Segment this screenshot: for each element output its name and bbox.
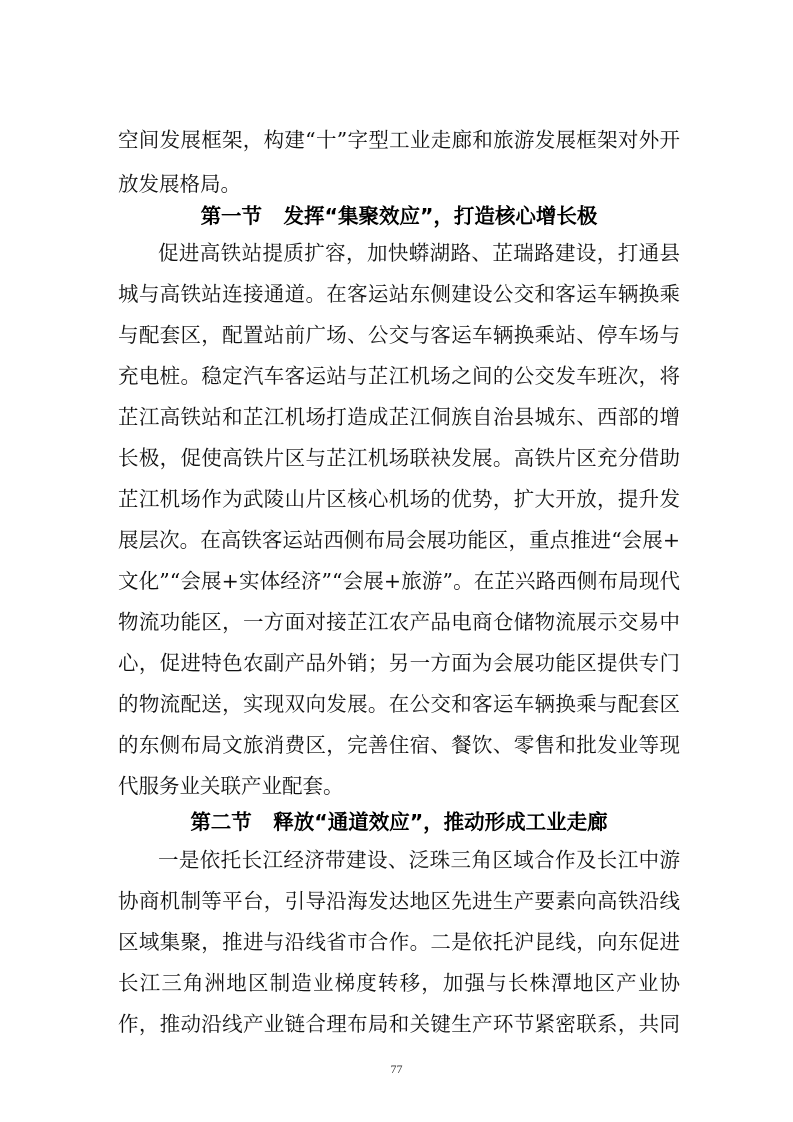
body-line: 芷江高铁站和芷江机场打造成芷江侗族自治县城东、西部的增	[118, 405, 680, 429]
body-line: 物流功能区，一方面对接芷江农产品电商仓储物流展示交易中	[118, 610, 680, 634]
body-line: 长极，促使高铁片区与芷江机场联袂发展。高铁片区充分借助	[118, 446, 680, 470]
body-line: 的物流配送，实现双向发展。在公交和客运车辆换乘与配套区	[118, 692, 680, 716]
section-heading-1: 第一节 发挥“集聚效应”，打造核心增长极	[200, 204, 598, 228]
section-heading-2: 第二节 释放“通道效应”，推动形成工业走廊	[190, 810, 608, 834]
body-line: 空间发展框架，构建“十”字型工业走廊和旅游发展框架对外开	[118, 128, 680, 152]
body-line: 充电桩。稳定汽车客运站与芷江机场之间的公交发车班次，将	[118, 364, 680, 388]
body-line: 促进高铁站提质扩容，加快蟒湖路、芷瑞路建设，打通县	[158, 241, 680, 265]
body-line: 文化”“会展+实体经济”“会展+旅游”。在芷兴路西侧布局现代	[118, 569, 680, 593]
page-number: 77	[390, 1062, 403, 1076]
body-line: 的东侧布局文旅消费区，完善住宿、餐饮、零售和批发业等现	[118, 733, 680, 757]
body-line: 芷江机场作为武陵山片区核心机场的优势，扩大开放，提升发	[118, 487, 680, 511]
body-line: 与配套区，配置站前广场、公交与客运车辆换乘站、停车场与	[118, 323, 680, 347]
body-line: 区域集聚，推进与沿线省市合作。二是依托沪昆线，向东促进	[118, 930, 680, 954]
body-line: 放发展格局。	[118, 172, 241, 196]
body-line: 协商机制等平台，引导沿海发达地区先进生产要素向高铁沿线	[118, 889, 680, 913]
body-line: 心，促进特色农副产品外销；另一方面为会展功能区提供专门	[118, 651, 680, 675]
body-line: 长江三角洲地区制造业梯度转移，加强与长株潭地区产业协	[118, 971, 680, 995]
body-line: 一是依托长江经济带建设、泛珠三角区域合作及长江中游	[158, 848, 680, 872]
body-line: 作，推动沿线产业链合理布局和关键生产环节紧密联系，共同	[118, 1012, 680, 1036]
body-line: 代服务业关联产业配套。	[118, 774, 344, 798]
body-line: 展层次。在高铁客运站西侧布局会展功能区，重点推进“会展+	[118, 528, 680, 552]
body-line: 城与高铁站连接通道。在客运站东侧建设公交和客运车辆换乘	[118, 282, 680, 306]
